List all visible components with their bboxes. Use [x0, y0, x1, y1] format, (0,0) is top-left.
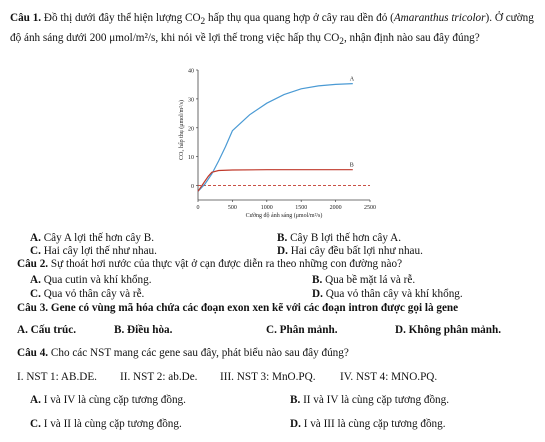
- q2-option-d[interactable]: D. Qua vỏ thân cây và khí khổng.: [312, 288, 463, 300]
- question-2-stem: Câu 2. Sự thoát hơi nước của thực vật ở cạn được diễn ra theo những con đường nào?: [17, 258, 403, 270]
- x-tick-label: 2500: [364, 205, 376, 211]
- question-2-label: Câu 2.: [17, 258, 49, 270]
- y-tick-label: 10: [188, 155, 194, 162]
- x-tick-label: 1500: [295, 205, 308, 211]
- q3-option-d[interactable]: D. Không phân mảnh.: [395, 324, 502, 336]
- q1-option-d[interactable]: D. Hai cây đều bất lợi như nhau.: [277, 245, 423, 257]
- q2-option-b[interactable]: B. Qua bề mặt lá và rễ.: [312, 274, 416, 286]
- y-tick-label: 40: [188, 68, 194, 75]
- nst-item-4: IV. NST 4: MNO.PQ.: [340, 371, 438, 383]
- x-tick-label: 2000: [329, 205, 342, 211]
- nst-item-1: I. NST 1: AB.DE.: [17, 371, 97, 383]
- series-line-a: [198, 84, 353, 192]
- q3-option-a[interactable]: A. Cấu trúc.: [17, 324, 77, 336]
- nst-item-2: II. NST 2: ab.De.: [120, 371, 198, 383]
- q1-option-c[interactable]: C. Hai cây lợi thế như nhau.: [30, 245, 157, 257]
- series-label-a: A: [349, 76, 355, 83]
- question-4-stem: Câu 4. Cho các NST mang các gene sau đây, phát biểu nào sau đây đúng?: [17, 347, 349, 359]
- x-axis-label: Cường độ ánh sáng (μmol/m²/s): [245, 213, 323, 219]
- x-tick-label: 0: [196, 205, 200, 211]
- q2-option-c[interactable]: C. Qua vỏ thân cây và rễ.: [30, 288, 145, 300]
- chart-axes: [178, 69, 376, 220]
- q2-option-a[interactable]: A. Qua cutin và khí khổng.: [30, 274, 152, 286]
- chart-marks: [198, 77, 370, 192]
- q1-option-b[interactable]: B. Cây B lợi thế hơn cây A.: [277, 232, 402, 244]
- x-tick-label: 500: [227, 205, 237, 211]
- q3-option-c[interactable]: C. Phân mảnh.: [266, 324, 338, 336]
- y-tick-label: 0: [191, 184, 194, 191]
- y-tick-label: 20: [188, 126, 194, 133]
- question-3-stem: Câu 3. Gene có vùng mã hóa chứa các đoạn exon xen kẽ với các đoạn intron được gọi là gene: [17, 302, 459, 314]
- series-line-b: [198, 170, 353, 192]
- q1-option-a[interactable]: A. Cây A lợi thế hơn cây B.: [30, 232, 155, 244]
- q3-option-b[interactable]: B. Điều hòa.: [114, 324, 173, 336]
- nst-item-3: III. NST 3: MnO.PQ.: [220, 371, 316, 383]
- q4-option-a[interactable]: A. I và IV là cùng cặp tương đồng.: [30, 394, 186, 406]
- y-axis-label: CO₂ hấp thụ (μmol/m²/s): [179, 100, 185, 160]
- question-1-label: Câu 1.: [10, 12, 42, 24]
- co2-absorption-chart: [170, 62, 380, 232]
- q4-option-c[interactable]: C. I và II là cùng cặp tương đồng.: [30, 418, 182, 430]
- species-name: Amaranthus tricolor: [393, 12, 486, 24]
- q4-option-b[interactable]: B. II và IV là cùng cặp tương đồng.: [290, 394, 450, 406]
- y-tick-label: 30: [188, 97, 194, 104]
- q4-option-d[interactable]: D. I và III là cùng cặp tương đồng.: [290, 418, 446, 430]
- question-1-stem: Câu 1. Đồ thị dưới đây thể hiện lượng $CO_2$ hấp thụ qua quang hợp ở cây rau dền đỏ (Amaranthus tricolor). Ở cường độ ánh sáng dưới 200 μmol/m²/s, khi nói về lợi thế trong việc hấp thụ $CO_2$, nhận định nào sau đây đúng?: [10, 12, 534, 47]
- question-4-label: Câu 4.: [17, 347, 49, 359]
- x-tick-label: 1000: [260, 205, 273, 211]
- series-label-b: B: [349, 162, 354, 169]
